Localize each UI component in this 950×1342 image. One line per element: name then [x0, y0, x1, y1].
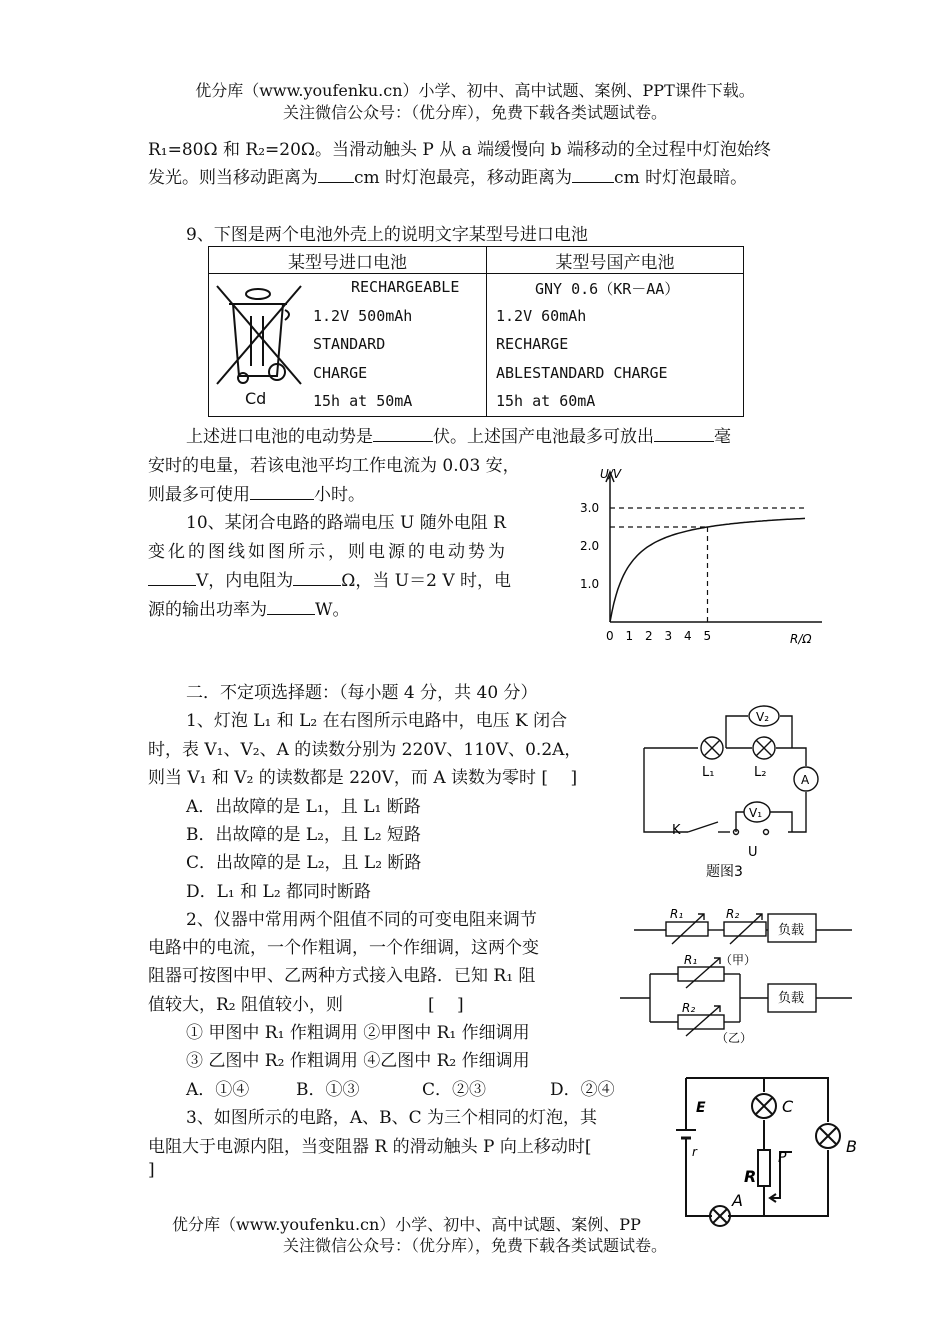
rheostat-r-label: R [744, 1167, 757, 1186]
q2-line-3: 阻器可按图中甲、乙两种方式接入电路．已知 R₁ 阻 [148, 966, 536, 986]
u-r-chart [572, 462, 832, 654]
recycle-bin-icon [211, 280, 307, 410]
r1-label: R₁ [670, 907, 684, 921]
y-tick-label: 3.0 [580, 501, 600, 515]
q8-line-1: R₁=80Ω 和 R₂=20Ω。当滑动触头 P 从 a 端缓慢向 b 端移动的全过程中灯泡始终 [148, 140, 771, 160]
y-axis-label: U/V [600, 467, 622, 481]
lamp-l1-label: L₁ [702, 765, 715, 780]
domestic-battery-cell [487, 274, 744, 417]
q2-options-2: ③ 乙图中 R₂ 作粗调用 ④乙图中 R₂ 作细调用 [186, 1051, 530, 1071]
abc-circuit [672, 1070, 868, 1230]
x-tick-label: 0 [606, 629, 614, 643]
q9-title: 9、下图是两个电池外壳上的说明文字某型号进口电池 [186, 225, 588, 245]
lamp-b-label: B [846, 1137, 857, 1156]
q2-answer-b[interactable]: B．①③ [296, 1080, 360, 1100]
switch-k-label: K [672, 823, 681, 838]
col1-line: CHARGE [313, 364, 368, 382]
col1-header: 某型号进口电池 [209, 247, 487, 274]
col1-line: STANDARD [313, 335, 386, 353]
col2-line: RECHARGE [496, 335, 569, 353]
imported-battery-cell [209, 274, 487, 417]
x-tick-label: 2 [645, 629, 653, 643]
x-axis-label: R/Ω [790, 632, 812, 646]
q1-option-b[interactable]: B．出故障的是 L₂，且 L₂ 短路 [186, 825, 421, 845]
col2-line: ABLESTANDARD CHARGE [496, 364, 668, 382]
q1-option-a[interactable]: A．出故障的是 L₁，且 L₁ 断路 [186, 797, 421, 817]
q8-line-2: 发光。则当移动距离为 cm 时灯泡最亮，移动距离为 cm 时灯泡最暗。 [148, 168, 748, 188]
circuit-figure-3 [636, 696, 836, 882]
q3-line-3: ] [148, 1160, 155, 1180]
lamp-c-label: C [782, 1097, 794, 1116]
footer-line-1: 优分库（www.youfenku.cn）小学、初中、高中试题、案例、PP [172, 1215, 641, 1234]
x-tick-label: 4 [684, 629, 692, 643]
figure-3-caption: 题图3 [706, 864, 743, 880]
col1-line: 1.2V 500mAh [313, 307, 413, 325]
part2-title: 二．不定项选择题：（每小题 4 分，共 40 分） [186, 683, 538, 703]
q3-line-2: 电阻大于电源内阻，当变阻器 R 的滑动触头 P 向上移动时[ [148, 1137, 592, 1157]
rheostat-figures [608, 896, 858, 1046]
figure-yi-label: （乙） [716, 1031, 753, 1045]
r1-label-yi: R₁ [684, 953, 698, 967]
v2-meter: V₂ [756, 710, 770, 724]
q1-option-c[interactable]: C．出故障的是 L₂，且 L₂ 断路 [186, 853, 422, 873]
col2-line: GNY 0.6（KR－AA） [535, 280, 680, 298]
col1-line: 15h at 50mA [313, 392, 413, 410]
cd-label: Cd [245, 389, 267, 408]
y-tick-label: 1.0 [580, 577, 600, 591]
q10-line-3: V，内电阻为 Ω，当 U＝2 V 时，电 [148, 566, 511, 591]
x-tick-label: 1 [625, 629, 634, 643]
q1-option-d[interactable]: D．L₁ 和 L₂ 都同时断路 [186, 882, 372, 902]
figure-jia-label: （甲） [720, 953, 757, 967]
q10-line-1: 10、某闭合电路的路端电压 U 随外电阻 R [186, 513, 506, 533]
q9-text-2: 安时的电量，若该电池平均工作电流为 0.03 安， [148, 456, 520, 476]
internal-r-label: r [692, 1145, 697, 1159]
q10-line-2: 变化的图线如图所示，则电源的电动势为 [148, 542, 508, 562]
v1-meter: V₁ [749, 806, 763, 820]
col2-header: 某型号国产电池 [487, 247, 744, 274]
q2-answer-a[interactable]: A．①④ [186, 1080, 250, 1100]
y-tick-label: 2.0 [580, 539, 600, 553]
q10-line-4: 源的输出功率为 W。 [148, 600, 350, 620]
ammeter: A [801, 773, 810, 787]
footer-line-2: 关注微信公众号：（优分库），免费下载各类试题试卷。 [282, 1236, 667, 1255]
load-box-yi: 负载 [778, 991, 805, 1006]
q3-line-1: 3、如图所示的电路，A、B、C 为三个相同的灯泡，其 [186, 1108, 597, 1128]
q1-line-2: 时，表 V₁、V₂、A 的读数分别为 220V、110V、0.2A， [148, 740, 582, 760]
header-line-2: 关注微信公众号：（优分库），免费下载各类试题试卷。 [282, 103, 667, 122]
q1-line-1: 1、灯泡 L₁ 和 L₂ 在右图所示电路中，电压 K 闭合 [186, 711, 568, 731]
header-line-1: 优分库（www.youfenku.cn）小学、初中、高中试题、案例、PPT课件下载。 [195, 81, 755, 100]
r2-label-yi: R₂ [682, 1001, 696, 1015]
q2-options-1: ① 甲图中 R₁ 作粗调用 ②甲图中 R₁ 作细调用 [186, 1023, 530, 1043]
q2-answer-c[interactable]: C．②③ [422, 1080, 487, 1100]
lamp-l2-label: L₂ [754, 765, 767, 780]
x-tick-label: 3 [664, 629, 673, 643]
battery-table [208, 246, 744, 417]
col1-line: RECHARGEABLE [351, 278, 460, 296]
voltage-u-label: U [748, 845, 758, 860]
q2-line-2: 电路中的电流，一个作粗调，一个作细调，这两个变 [148, 938, 539, 958]
battery-e-label: E [696, 1100, 706, 1116]
load-box-jia: 负载 [778, 923, 805, 938]
q9-text-1: 上述进口电池的电动势是 伏。上述国产电池最多可放出 毫 [186, 427, 731, 447]
q9-text-3: 则最多可使用 小时。 [148, 485, 365, 505]
u-r-curve [610, 518, 805, 622]
col2-line: 15h at 60mA [496, 392, 596, 410]
col2-line: 1.2V 60mAh [496, 307, 587, 325]
slider-p-label: P [778, 1150, 787, 1166]
q2-answer-d[interactable]: D．②④ [550, 1080, 615, 1100]
q1-line-3: 则当 V₁ 和 V₂ 的读数都是 220V，而 A 读数为零时 [ ] [148, 768, 578, 788]
x-tick-label: 5 [703, 629, 712, 643]
lamp-a-label: A [732, 1191, 743, 1210]
q2-line-4: 值较大，R₂ 阻值较小，则 [ ] [148, 995, 464, 1015]
r2-label: R₂ [726, 907, 740, 921]
q2-line-1: 2、仪器中常用两个阻值不同的可变电阻来调节 [186, 910, 537, 930]
